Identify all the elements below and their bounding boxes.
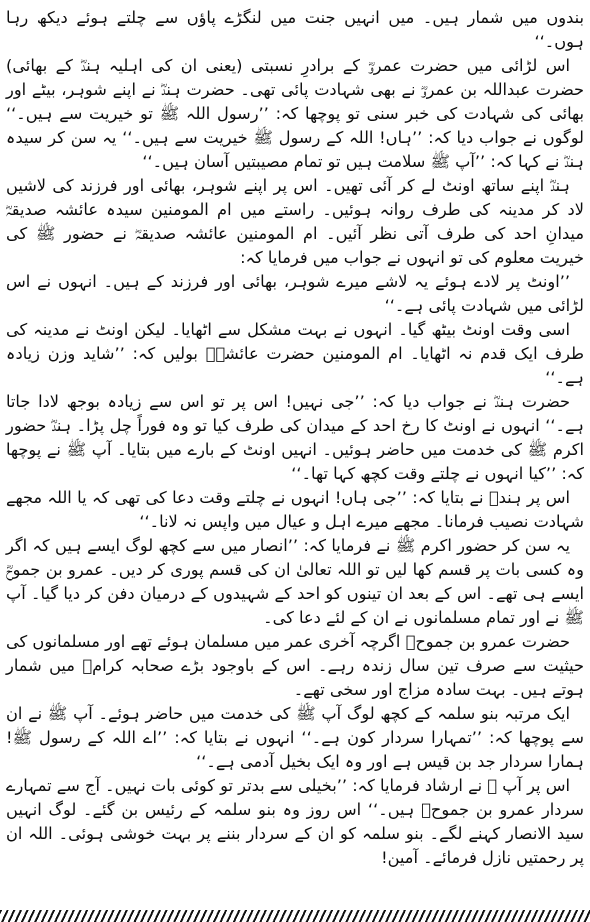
paragraph: اس پر ہندؓ نے بتایا کہ: ’’جی ہاں! انہوں نے چلتے وقت دعا کی تھی کہ یا اللہ مجھے شہادت نصیب فرمانا۔ مجھے میرے اہل و عیال میں واپس نہ لانا۔‘‘ (6, 488, 584, 531)
decorative-bottom-border (0, 910, 590, 922)
paragraph: حضرت عمرو بن جموحؓ اگرچہ آخری عمر میں مسلمان ہوئے تھے اور مسلمانوں کی حیثیت سے صرف تین سال زندہ رہے۔ اس کے باوجود بڑے صحابہ کرامؓ میں شمار ہوتے ہیں۔ بہت سادہ مزاج اور سخی تھے۔ (6, 632, 584, 699)
paragraph: اس پر آپ ﷺ نے ارشاد فرمایا کہ: ’’بخیلی سے بدتر تو کوئی بات نہیں۔ آج سے تمہارے سردار عمرو بن جموحؓ ہیں۔‘‘ اس روز وہ بنو سلمہ کے رئیس بن گئے۔ لوگ انہیں سید الانصار کہنے لگے۔ بنو سلمہ کو ان کے سردار بننے پر بہت خوشی ہوئی۔ اللہ ان پر رحمتیں نازل فرمائے۔ آمین! (6, 776, 584, 867)
paragraph: ہندؓ اپنے ساتھ اونٹ لے کر آئی تھیں۔ اس پر اپنے شوہر، بھائی اور فرزند کی لاشیں لاد کر مدینہ کی طرف روانہ ہوئیں۔ راستے میں ام المومنین سیدہ عائشہ صدیقہؓ میدانِ احد کی طرف آتی نظر آئیں۔ ام المومنین عائشہ صدیقہؓ نے حضور ﷺ کی خیریت معلوم کی تو انہوں نے جواب میں فرمایا کہ: (6, 176, 584, 267)
paragraph: اسی وقت اونٹ بیٹھ گیا۔ انہوں نے بہت مشکل سے اٹھایا۔ لیکن اونٹ نے مدینہ کی طرف ایک قدم نہ اٹھایا۔ ام المومنین حضرت عائشہؓ بولیں کہ: ’’شاید وزن زیادہ ہے۔‘‘ (6, 320, 584, 387)
paragraph: یہ سن کر حضور اکرم ﷺ نے فرمایا کہ: ’’انصار میں سے کچھ لوگ ایسے ہیں کہ اگر وہ کسی بات پر قسم کھا لیں تو اللہ تعالیٰ ان کی قسم پوری کر دیں۔ عمرو بن جموحؓ ایسے ہی تھے۔ اس کے بعد ان تینوں کو احد کے شہیدوں کے درمیان دفن کر دیا گیا۔ آپ ﷺ نے اور تمام مسلمانوں نے ان کے لئے دعا کی۔ (6, 536, 584, 627)
paragraph: حضرت ہندؓ نے جواب دیا کہ: ’’جی نہیں! اس پر تو اس سے زیادہ بوجھ لادا جاتا ہے۔‘‘ انہوں نے اونٹ کا رخ احد کے میدان کی طرف کیا تو وہ فوراً چل پڑا۔ ہندؓ حضور اکرم ﷺ کی خدمت میں حاضر ہوئیں۔ انہیں اونٹ کے بارے میں بتایا۔ آپ ﷺ نے پوچھا کہ: ’’کیا انہوں نے چلتے وقت کچھ کہا تھا۔‘‘ (6, 392, 584, 483)
quoted-paragraph: ’’اونٹ پر لادے ہوئے یہ لاشے میرے شوہر، بھائی اور فرزند کے ہیں۔ انہوں نے اس لڑائی میں شہادت پائی ہے۔‘‘ (6, 272, 584, 315)
paragraph: ایک مرتبہ بنو سلمہ کے کچھ لوگ آپ ﷺ کی خدمت میں حاضر ہوئے۔ آپ ﷺ نے ان سے پوچھا کہ: ’’تمہارا سردار کون ہے۔‘‘ انہوں نے بتایا کہ: ’’اے اللہ کے رسول ﷺ! ہمارا سردار جد بن قیس ہے اور وہ ایک بخیل آدمی ہے۔‘‘ (6, 704, 584, 771)
paragraph: بندوں میں شمار ہیں۔ میں انہیں جنت میں لنگڑے پاؤں سے چلتے ہوئے دیکھ رہا ہوں۔‘‘ (6, 8, 584, 51)
body-text (6, 6, 584, 870)
paragraph: اس لڑائی میں حضرت عمروؓ کے برادرِ نسبتی (یعنی ان کی اہلیہ ہندؓ کے بھائی) حضرت عبداللہ بن عمروؓ نے بھی شہادت پائی تھی۔ حضرت ہندؓ نے اپنے شوہر، بیٹے اور بھائی کی شہادت کی خبر سنی تو پوچھا کہ: ’’رسول اللہ ﷺ تو خیریت سے ہیں۔‘‘ لوگوں نے جواب دیا کہ: ’’ہاں! اللہ کے رسول ﷺ خیریت سے ہیں۔‘‘ یہ سن کر سیدہ ہندؓ نے کہا کہ: ’’آپ ﷺ سلامت ہیں تو تمام مصیبتیں آسان ہیں۔‘‘ (6, 56, 584, 171)
